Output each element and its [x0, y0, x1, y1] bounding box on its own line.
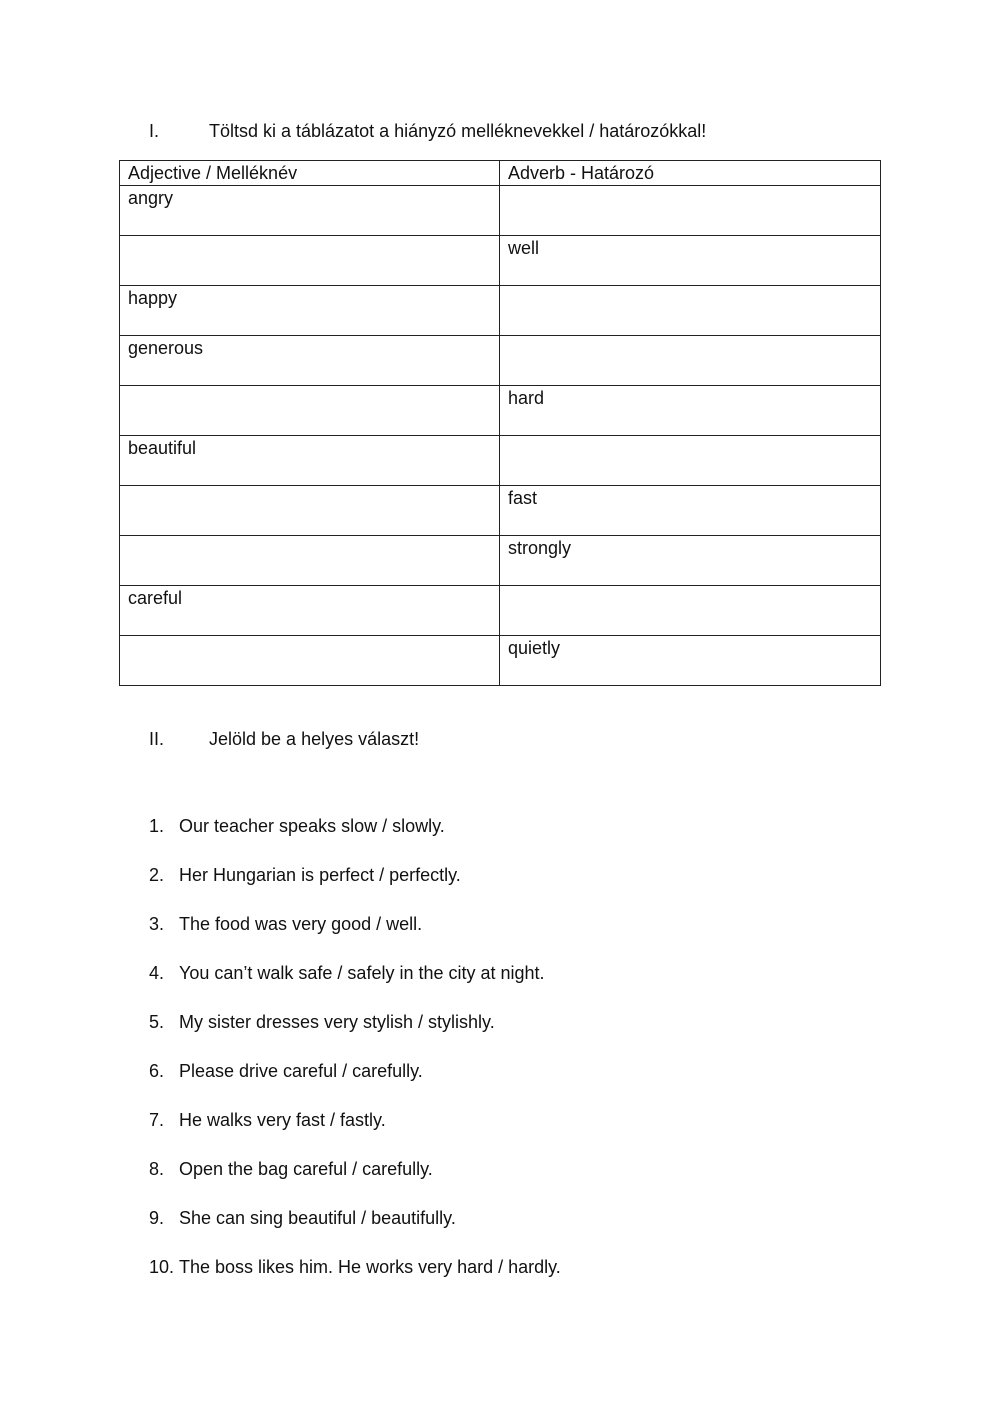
table-row: [120, 186, 881, 236]
list-item: [149, 864, 561, 913]
table-row: [120, 586, 881, 636]
table-row: [120, 436, 881, 486]
table-row: [120, 336, 881, 386]
adjective-cell[interactable]: happy: [120, 286, 500, 336]
exercise-text[interactable]: Open the bag careful / carefully.: [179, 1159, 433, 1179]
list-item: [149, 1060, 561, 1109]
exercise-text[interactable]: The food was very good / well.: [179, 914, 423, 934]
list-item: [149, 1158, 561, 1207]
section-1-number: I.: [149, 121, 160, 141]
exercise-text[interactable]: Her Hungarian is perfect / perfectly.: [179, 865, 461, 885]
exercise-number: 1.: [149, 816, 165, 836]
section-1-heading: [149, 120, 706, 142]
adjective-cell[interactable]: [120, 486, 500, 536]
adverb-cell[interactable]: quietly: [500, 636, 881, 686]
adverb-cell[interactable]: strongly: [500, 536, 881, 586]
exercise-text[interactable]: My sister dresses very stylish / stylishly.: [179, 1012, 495, 1032]
exercise-number: 4.: [149, 963, 165, 983]
exercise-text[interactable]: He walks very fast / fastly.: [179, 1110, 386, 1130]
table-row: [120, 286, 881, 336]
list-item: [149, 815, 561, 864]
table-header-adjective: Adjective / Melléknév: [120, 161, 500, 186]
section-2-instruction: Jelöld be a helyes választ!: [209, 729, 420, 749]
adjective-adverb-table: [119, 160, 881, 686]
adverb-cell[interactable]: [500, 286, 881, 336]
exercise-number: 3.: [149, 914, 165, 934]
section-1-instruction: Töltsd ki a táblázatot a hiányzó melléknevekkel / határozókkal!: [209, 121, 707, 141]
exercise-text[interactable]: The boss likes him. He works very hard / hardly.: [179, 1257, 561, 1277]
adjective-cell[interactable]: angry: [120, 186, 500, 236]
table-header-adverb: Adverb - Határozó: [500, 161, 881, 186]
adverb-cell[interactable]: [500, 186, 881, 236]
exercise-text[interactable]: Our teacher speaks slow / slowly.: [179, 816, 445, 836]
table-header-row: [120, 161, 881, 186]
exercise-text[interactable]: You can’t walk safe / safely in the city at night.: [179, 963, 545, 983]
exercise-text[interactable]: She can sing beautiful / beautifully.: [179, 1208, 456, 1228]
exercise-number: 5.: [149, 1012, 165, 1032]
adjective-cell[interactable]: beautiful: [120, 436, 500, 486]
adjective-cell[interactable]: [120, 536, 500, 586]
adjective-cell[interactable]: generous: [120, 336, 500, 386]
adjective-cell[interactable]: [120, 636, 500, 686]
list-item: [149, 1207, 561, 1256]
list-item: [149, 1256, 561, 1305]
table-row: [120, 386, 881, 436]
section-2-heading: [149, 728, 419, 750]
adverb-cell[interactable]: [500, 336, 881, 386]
table-row: [120, 536, 881, 586]
table-row: [120, 636, 881, 686]
list-item: [149, 1011, 561, 1060]
table-row: [120, 236, 881, 286]
exercise-number: 8.: [149, 1159, 165, 1179]
adverb-cell[interactable]: fast: [500, 486, 881, 536]
exercise-number: 7.: [149, 1110, 165, 1130]
adjective-cell[interactable]: careful: [120, 586, 500, 636]
exercise-text[interactable]: Please drive careful / carefully.: [179, 1061, 423, 1081]
exercise-number: 2.: [149, 865, 165, 885]
table-row: [120, 486, 881, 536]
adverb-cell[interactable]: [500, 436, 881, 486]
exercise-number: 6.: [149, 1061, 165, 1081]
adjective-cell[interactable]: [120, 386, 500, 436]
exercise-number: 10.: [149, 1257, 175, 1277]
adverb-cell[interactable]: hard: [500, 386, 881, 436]
adjective-cell[interactable]: [120, 236, 500, 286]
list-item: [149, 962, 561, 1011]
list-item: [149, 1109, 561, 1158]
exercise-number: 9.: [149, 1208, 165, 1228]
section-2-number: II.: [149, 729, 165, 749]
list-item: [149, 913, 561, 962]
adverb-cell[interactable]: well: [500, 236, 881, 286]
exercise-list: [149, 815, 561, 1305]
adverb-cell[interactable]: [500, 586, 881, 636]
